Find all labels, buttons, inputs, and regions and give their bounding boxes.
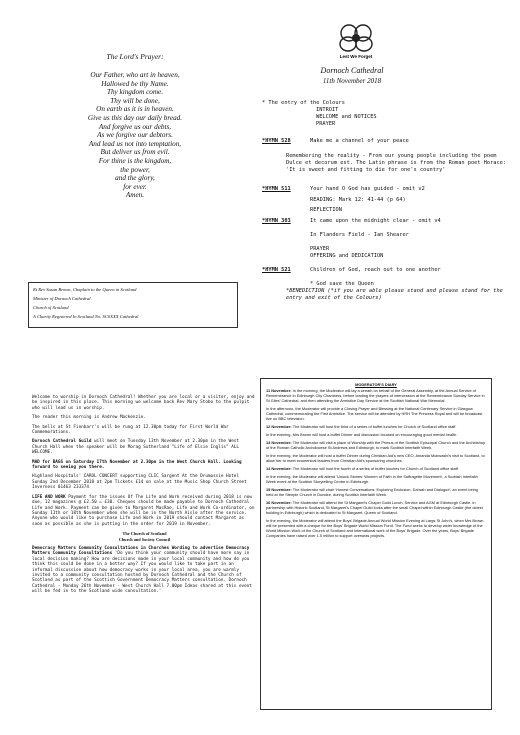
minister-line: Church of Scotland [33, 305, 69, 310]
notice-item [32, 439, 257, 455]
prayer-lines [40, 71, 230, 200]
prayer-line: Thy will be done, [110, 96, 160, 105]
service-item: INTROIT [316, 107, 339, 113]
service-header [262, 66, 442, 85]
prayer-line: Give us this day our daily bread. [87, 113, 183, 122]
notice-heading-sub: Church and Society Council [118, 536, 171, 542]
diary-date: 15 November: [266, 487, 292, 492]
diary-entry [266, 466, 486, 471]
prayer-line: Our Father, who art in heaven, [90, 71, 180, 79]
notice-text: Welcome to worship in Dornoch Cathedral! Whether you are local or a visitor, enjoy and be inspired in this place. This morning we welcome back Rev Mary Stobo to the pulpit who will lead us in worship. [32, 395, 255, 411]
service-item: PRAYER [310, 246, 330, 252]
notice-item [32, 425, 257, 436]
notice-item [32, 415, 257, 420]
hymn-number: *HYMN 303 [262, 218, 291, 224]
diary-date: 13 November: [266, 440, 292, 445]
prayer-line: As we forgive our debtors. [97, 131, 173, 140]
notice-text: Payment for the issues Of The Life and Work received during 2018 is now due, 12 magazines @ £2.50 = £30. Cheques should be made payable to Dornoch Cathedral Life and Work. Payment can be given to Margaret MacRae, Life and Work Co-ordinator, on Sunday 11th or 18th November when she will be in the North Aisle after the service. Anyone who would like to purchase Life and Work in 2019 should contact Margaret as soon as possible as she is putting in the order for 2019 in November. [32, 494, 255, 527]
prayer-title: The Lord's Prayer: [106, 52, 164, 61]
diary-entry [266, 474, 486, 484]
diary-text: In the evening, the Moderator will attend 'Unlock Stories: Women of Faith in the Suffragette Movement', a Scottish Interfaith Week event at the Scottish Storytelling Centre in Edinburgh. [266, 474, 478, 484]
poppy-logo [336, 20, 376, 64]
diary-entry [266, 388, 486, 403]
diary-text: The Moderator will chair 'Honest Conversations: Exploring Exclusion, Da'wah and Dialogue', an event being held at the Steeple Church in Dundee, during Scottish Interfaith Week. [266, 487, 478, 497]
moderators-diary [260, 378, 492, 710]
notice-heading-title: The Church of Scotland [122, 531, 167, 537]
diary-entry [266, 518, 486, 538]
diary-date: 14 November: [266, 466, 292, 471]
hymn-number: *HYMN 528 [262, 138, 291, 144]
prayer-line: And forgive us our debts, [98, 122, 172, 131]
prayer-line: Amen. [125, 191, 145, 200]
service-item: WELCOME and NOTICES [316, 114, 377, 120]
service-item: Make me a channel of your peace [310, 138, 409, 144]
notice-text: The bells at St Finnbarr's will be rung at 12.30pm today for First World War Commemorations. [32, 424, 229, 436]
prayer-line: And lead us not into temptation, [88, 139, 182, 148]
diary-title: MODERATOR'S DIARY [355, 382, 397, 387]
diary-text: The Moderator will attend the St Margaret's Chapel Guild Lunch, Service and AGM at Edinburgh Castle. In partnership with Historic Scotland, St Margaret's Chapel Guild looks after the small Chapel within Edinburgh Castle (the oldest building in Edinburgh) which is dedicated to St Margaret, Queen of Scotland. [266, 500, 483, 515]
minister-line: Rt Rev Susan Brown, Chaplain to the Queen in Scotland [33, 287, 137, 292]
service-item: *BENEDICTION (*if you are able please stand and please stand for the entry and exit of the Colours) [286, 288, 503, 301]
service-item: * God save the Queen [310, 281, 374, 287]
diary-entry [266, 487, 486, 497]
prayer-line: Thy kingdom come. [106, 88, 164, 97]
prayer-line: But deliver us from evil. [100, 148, 170, 157]
notice-lead: MAD for BAGS on Saturday 17th November at 2.30pm in the West Church Hall. Looking forward to seeing you there. [32, 459, 242, 471]
diary-text: In the evening, the Moderator will attend the Boys' Brigade Annual World Mission Evening at Largs St John's, when Mrs Brown will be presented with a cheque for the Boys' Brigade World Mission Fund. The Fund seeks to develop wider knowledge of the World Mission Work of the Church of Scotland and international work of the Boys' Brigade. Over the years, Boys' Brigade Companies have raised over 1.5 million to support overseas projects. [266, 518, 484, 538]
service-item: It came upon the midnight clear - omit v4 [310, 218, 441, 224]
notice-item [32, 546, 257, 595]
diary-entry [266, 406, 486, 421]
notice-text: Highland Hospitals' CAROL CONCERT supporting CLIC Sargent At the Drumossie Hotel Sunday 2nd December 2018 at 2pm Tickets £14 on sale at the Music Shop Church Street Inverness 01463 233374 [32, 474, 247, 491]
notice-item [32, 474, 257, 490]
prayer-line: for ever. [123, 182, 147, 191]
diary-date: 16 November: [266, 500, 292, 505]
service-item: OFFERING and DEDICATION [310, 253, 384, 259]
diary-entry [266, 440, 486, 450]
prayer-line: the power, [120, 165, 150, 174]
notices [32, 395, 257, 599]
service-item: PRAYER [316, 121, 336, 127]
notice-text: will meet on Tuesday 13th November at 2.30pm in the West Church Hall when the speaker will be Morag Sutherland "Life of Elsie Inglis" ALL WELCOME. [32, 439, 239, 456]
service-item: REFLECTION [310, 207, 342, 213]
notice-text: The reader this morning is Andrew Mackenzie. [32, 415, 146, 421]
notice-heading [32, 531, 257, 542]
diary-date: 11 November: [266, 388, 292, 393]
diary-entry [266, 453, 486, 463]
diary-date: 12 November: [266, 424, 292, 429]
notice-lead: Dornoch Cathedral Guild [32, 439, 92, 445]
prayer-line: On earth as it is in heaven. [96, 105, 174, 114]
prayer-line: and the glory, [115, 174, 155, 183]
diary-entry [266, 500, 486, 515]
service-item: READING: Mark 12: 41-44 (p 64) [310, 197, 406, 203]
diary-entries [266, 388, 486, 538]
minister-line: Minister of Dornoch Cathedral [33, 296, 91, 301]
diary-text: The Moderator will visit a place of Worship with the Primus of the Scottish Episcopal Church and the Archbishop of the Roman Catholic Archdiocese St Andrews and Edinburgh, to mark Scottish Interfaith Week. [266, 440, 486, 450]
minister-box [28, 282, 238, 328]
notice-item [32, 395, 257, 411]
service-item: Remembering the reality - From our young people including the poem Dulce et decorum est. The Latin phrase is from the Roman poet Horace: 'It is sweet and fitting to die for one's country' [286, 153, 507, 173]
poppy-icon [336, 20, 376, 64]
service-item: Your hand O God has guided - omit v2 [310, 186, 425, 192]
service-item: In Flanders Field - Ian Shearer [310, 232, 409, 238]
hymn-number: *HYMN 511 [262, 186, 291, 192]
prayer-line: Hallowed be thy Name. [101, 79, 169, 88]
diary-entry [266, 424, 486, 429]
service-date: 11th November 2018 [322, 77, 382, 85]
diary-text: In the afternoon, the Moderator will provide a Closing Prayer and Blessing at the National Centenary Service in Glasgow Cathedral, commemorating the First Armistice. The service will be attended by HRH The Princess Royal and will be broadcast live on BBC television. [266, 406, 483, 421]
service-title: Dornoch Cathedral [320, 66, 384, 75]
service-item: * The entry of the Colours [262, 100, 345, 106]
notice-item [32, 460, 257, 471]
diary-text: In the morning, the Moderator will lay a wreath on behalf of the General Assembly, at the Annual Service of Remembrance in Edinburgh City Chambers, before leading the prayers of intercession at the Remembrance Sunday Service in St Giles' Cathedral, and then attending the Armistice Day Service at the Scottish National War Memorial. [266, 388, 485, 403]
diary-text: The Moderator will host the third of a series of buffet lunches for Church of Scotland office staff. [291, 424, 457, 429]
hymn-number: *HYMN 521 [262, 267, 291, 273]
notice-item [32, 495, 257, 527]
diary-text: In the evening, the Moderator will host a buffet Dinner during Christian Aid's new CEO, Amanda Mukwashi's visit to Scotland, to allow her to meet ecumenical leaders from Christian Aid's sponsoring churches. [266, 453, 485, 463]
diary-text: The Moderator will host the fourth of a series of buffet lunches for Church of Scotland office staff. [291, 466, 459, 471]
prayer-line: For thine is the kingdom, [98, 156, 172, 165]
lords-prayer [40, 52, 230, 200]
notice-lead: Democracy Matters Community Consultations in Churches Wording to advertise Democracy Matters Community Consultations [32, 545, 250, 557]
diary-entry [266, 432, 486, 437]
service-item: Children of God, reach out to one another [310, 267, 441, 273]
notice-lead: LIFE AND WORK [32, 494, 66, 500]
minister-line: A Charity Registered In Scotland No. SC0XXX Cathedral [33, 314, 139, 319]
logo-caption: Lest We Forget [339, 54, 373, 59]
notice-text: 'Do you think your community should have more say in local decision making? How are decisions made in your local community and how do you think this could be done in a better way? If you would like to take part in an informal discussion about how democracy works in your local area, you are warmly invited to a community consultation hosted by Dornoch Cathedral and the Church of Scotland as part of the Scottish Government Democracy Matters consultation. Dornoch Cathedral - Monday 26th November - West Church Hall 7.00pm Ideas shared at this event will be fed in to the Scotland wide consultation.' [32, 551, 252, 595]
diary-text: In the evening, Mrs Brown will host a buffet Dinner and discussion focused on encouraging good mental health. [266, 432, 458, 437]
